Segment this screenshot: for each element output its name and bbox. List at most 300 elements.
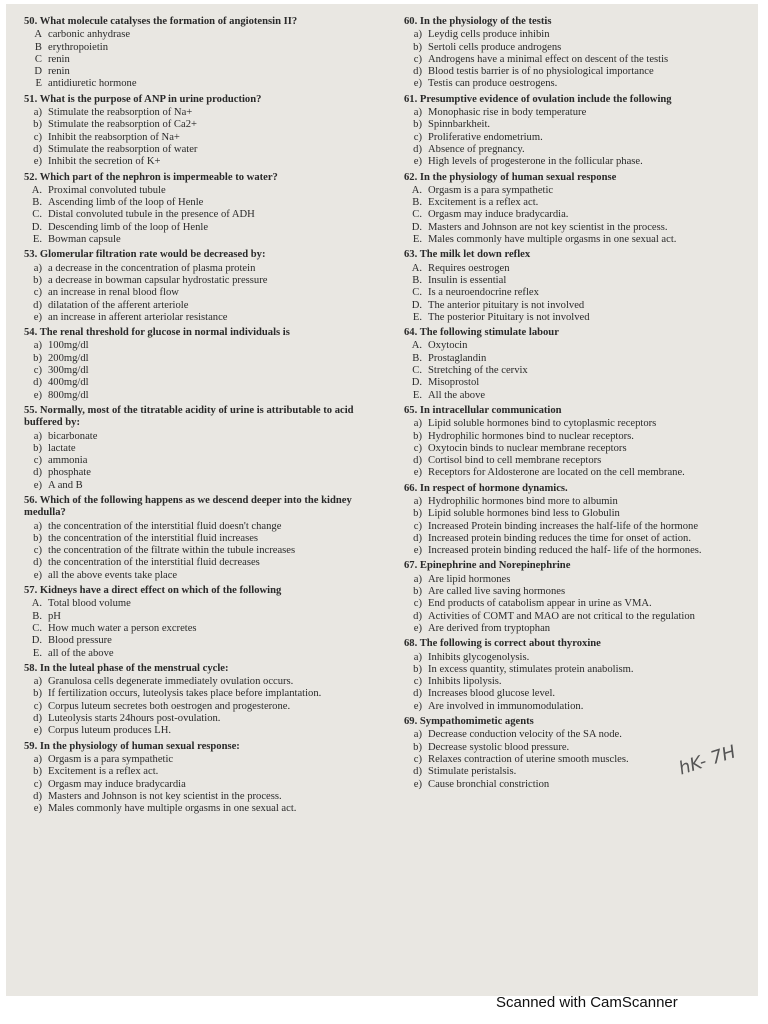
option-text: Lipid soluble hormones bind less to Globulin xyxy=(428,508,620,520)
option-text: Increased protein binding reduces the time for onset of action. xyxy=(428,532,691,544)
option-label: d) xyxy=(33,790,42,802)
option-text: phosphate xyxy=(48,467,91,479)
option-text: Males commonly have multiple orgasms in one sexual act. xyxy=(48,803,297,815)
options-list xyxy=(404,574,742,635)
option-text: Are lipid hormones xyxy=(428,573,511,585)
option-label: e) xyxy=(33,725,42,737)
option xyxy=(404,688,742,700)
option-label: e) xyxy=(413,545,422,557)
option-text: Monophasic rise in body temperature xyxy=(428,107,587,119)
option-text: Stimulate the reabsorption of water xyxy=(48,143,198,155)
option-text: Activities of COMT and MAO are not critical to the regulation xyxy=(428,610,695,622)
question-block xyxy=(24,741,376,816)
option xyxy=(24,443,376,455)
option-text: Males commonly have multiple orgasms in one sexual act. xyxy=(428,234,677,246)
option-text: High levels of progesterone in the follicular phase. xyxy=(428,156,643,168)
option xyxy=(404,455,742,467)
option-label: c) xyxy=(413,676,422,688)
option xyxy=(24,54,376,66)
option xyxy=(24,701,376,713)
option-text: If fertilization occurs, luteolysis takes place before implantation. xyxy=(48,688,322,700)
question-block xyxy=(24,585,376,660)
option-label: d) xyxy=(33,557,42,569)
option-text: Hydrophilic hormones bind more to albumin xyxy=(428,495,618,507)
option-label: b) xyxy=(33,274,42,286)
question-title: 60. In the physiology of the testis xyxy=(404,16,552,27)
option-label: A. xyxy=(411,340,422,352)
option xyxy=(404,443,742,455)
option xyxy=(404,42,742,54)
option-label: D xyxy=(34,66,42,78)
option xyxy=(404,598,742,610)
option-label: D. xyxy=(411,221,422,233)
option-label: a) xyxy=(413,495,422,507)
option xyxy=(24,390,376,402)
option-label: E. xyxy=(412,234,422,246)
option-label: A. xyxy=(411,184,422,196)
option-text: Orgasm is a para sympathetic xyxy=(48,753,174,765)
option xyxy=(24,144,376,156)
option xyxy=(24,78,376,90)
option-text: Stimulate the reabsorption of Ca2+ xyxy=(48,119,197,131)
option-text: Cause bronchial constriction xyxy=(428,778,550,790)
option-label: e) xyxy=(413,78,422,90)
option-label: D. xyxy=(411,299,422,311)
option-text: Relaxes contraction of uterine smooth muscles. xyxy=(428,753,629,765)
option-text: Distal convoluted tubule in the presence of ADH xyxy=(48,209,255,221)
option xyxy=(24,754,376,766)
option xyxy=(404,144,742,156)
option-label: a) xyxy=(33,753,42,765)
option-label: E xyxy=(35,78,42,90)
option-label: D. xyxy=(31,635,42,647)
option-label: E. xyxy=(32,647,42,659)
option xyxy=(24,545,376,557)
option-label: c) xyxy=(413,131,422,143)
option xyxy=(404,508,742,520)
option-text: Orgasm may induce bradycardia xyxy=(48,778,186,790)
option xyxy=(24,533,376,545)
option xyxy=(404,287,742,299)
option xyxy=(24,287,376,299)
option xyxy=(404,119,742,131)
question-title: 62. In the physiology of human sexual response xyxy=(404,171,617,183)
option-text: 100mg/dl xyxy=(48,340,89,352)
option xyxy=(404,353,742,365)
option-text: All the above xyxy=(428,389,486,401)
question-title: 54. The renal threshold for glucose in normal individuals is xyxy=(24,327,290,339)
option-label: B. xyxy=(32,197,42,209)
option xyxy=(404,340,742,352)
option-text: Blood pressure xyxy=(48,635,112,647)
question-title: 59. In the physiology of human sexual response: xyxy=(24,740,240,752)
options-list xyxy=(404,107,742,168)
option xyxy=(404,623,742,635)
option-label: a) xyxy=(33,520,42,532)
option-text: 400mg/dl xyxy=(48,377,89,389)
option-text: Requires oestrogen xyxy=(428,262,510,274)
option-label: d) xyxy=(413,532,422,544)
option-label: d) xyxy=(33,713,42,725)
option-label: b) xyxy=(413,508,422,520)
option xyxy=(24,623,376,635)
option-text: an increase in afferent arteriolar resistance xyxy=(48,311,228,323)
option-label: B. xyxy=(32,610,42,622)
option xyxy=(404,300,742,312)
option xyxy=(404,521,742,533)
option-label: c) xyxy=(33,700,42,712)
option-text: Sertoli cells produce androgens xyxy=(428,41,562,53)
option xyxy=(24,234,376,246)
option-label: a) xyxy=(33,340,42,352)
option-text: the concentration of the filtrate within the tubule increases xyxy=(48,545,296,557)
question-block xyxy=(404,405,742,480)
option-label: e) xyxy=(413,778,422,790)
option xyxy=(24,300,376,312)
question-title: 57. Kidneys have a direct effect on which of the following xyxy=(24,585,282,597)
option-text: Stimulate the reabsorption of Na+ xyxy=(48,107,193,119)
option-text: Excitement is a reflex act. xyxy=(428,197,539,209)
option-label: e) xyxy=(33,803,42,815)
option-label: A. xyxy=(31,184,42,196)
option xyxy=(404,197,742,209)
options-list xyxy=(24,107,376,168)
option-label: d) xyxy=(413,455,422,467)
option-label: a) xyxy=(33,262,42,274)
option-text: Cortisol bind to cell membrane receptors xyxy=(428,455,602,467)
option-text: Decrease systolic blood pressure. xyxy=(428,741,570,753)
option-label: C. xyxy=(32,622,42,634)
option-label: A xyxy=(34,29,42,41)
option-text: carbonic anhydrase xyxy=(48,29,131,41)
options-list xyxy=(24,340,376,401)
options-list xyxy=(404,263,742,324)
question-block xyxy=(404,327,742,402)
option-text: pH xyxy=(48,610,61,622)
option-text: Inhibits glycogenolysis. xyxy=(428,651,530,663)
option-label: c) xyxy=(33,365,42,377)
option-label: c) xyxy=(413,442,422,454)
options-list xyxy=(404,418,742,479)
option-label: C. xyxy=(412,209,422,221)
option-label: e) xyxy=(33,311,42,323)
option-text: Proximal convoluted tubule xyxy=(48,184,166,196)
options-list xyxy=(404,496,742,557)
option-label: D. xyxy=(31,221,42,233)
option-label: c) xyxy=(33,545,42,557)
option-label: d) xyxy=(413,610,422,622)
option-label: b) xyxy=(33,119,42,131)
option-label: e) xyxy=(33,569,42,581)
option xyxy=(24,557,376,569)
question-block xyxy=(24,495,376,582)
option xyxy=(404,107,742,119)
option-text: Masters and Johnson is not key scientist in the process. xyxy=(48,790,282,802)
option-label: d) xyxy=(33,467,42,479)
option-text: Blood testis barrier is of no physiological importance xyxy=(428,66,654,78)
option-text: Is a neuroendocrine reflex xyxy=(428,287,539,299)
option-label: b) xyxy=(413,663,422,675)
question-title: 63. The milk let down reflex xyxy=(404,249,531,261)
right-column xyxy=(404,16,742,794)
question-block xyxy=(24,405,376,492)
option-text: Absence of pregnancy. xyxy=(428,143,525,155)
question-block xyxy=(24,663,376,738)
option-text: Stimulate peristalsis. xyxy=(428,766,517,778)
question-block xyxy=(404,560,742,635)
option-text: Bowman capsule xyxy=(48,234,121,246)
option xyxy=(404,29,742,41)
option xyxy=(24,676,376,688)
option xyxy=(404,586,742,598)
option-label: d) xyxy=(413,66,422,78)
question-block xyxy=(404,172,742,247)
question-title: 64. The following stimulate labour xyxy=(404,327,559,339)
option-text: Are involved in immunomodulation. xyxy=(428,700,584,712)
handwritten-annotation: hK- 7H xyxy=(676,741,739,780)
option-label: e) xyxy=(413,467,422,479)
option-text: 800mg/dl xyxy=(48,389,89,401)
option-text: Orgasm is a para sympathetic xyxy=(428,184,554,196)
option xyxy=(24,570,376,582)
option-text: all the above events take place xyxy=(48,569,178,581)
option-text: Increases blood glucose level. xyxy=(428,688,556,700)
question-block xyxy=(404,638,742,713)
option-text: How much water a person excretes xyxy=(48,622,197,634)
question-block xyxy=(404,249,742,324)
option xyxy=(24,713,376,725)
option-label: B. xyxy=(412,274,422,286)
option-text: Stretching of the cervix xyxy=(428,365,528,377)
option xyxy=(24,611,376,623)
option xyxy=(24,635,376,647)
option-label: b) xyxy=(413,41,422,53)
option-text: Misoprostol xyxy=(428,377,480,389)
option-text: Decrease conduction velocity of the SA node. xyxy=(428,729,622,741)
option-text: the concentration of the interstitial fluid doesn't change xyxy=(48,520,282,532)
option-text: Excitement is a reflex act. xyxy=(48,766,159,778)
option xyxy=(404,496,742,508)
option xyxy=(24,209,376,221)
option-text: Proliferative endometrium. xyxy=(428,131,543,143)
question-block xyxy=(24,249,376,324)
option xyxy=(404,78,742,90)
option xyxy=(24,312,376,324)
question-title: 61. Presumptive evidence of ovulation include the following xyxy=(404,93,672,105)
option-label: e) xyxy=(413,156,422,168)
option xyxy=(24,803,376,815)
option-label: B xyxy=(34,41,42,53)
option xyxy=(24,42,376,54)
option xyxy=(24,340,376,352)
option-text: Insulin is essential xyxy=(428,274,507,286)
option-label: c) xyxy=(33,287,42,299)
option-label: b) xyxy=(33,688,42,700)
option-label: d) xyxy=(33,143,42,155)
option xyxy=(24,467,376,479)
question-title: 66. In respect of hormone dynamics. xyxy=(404,482,568,494)
option xyxy=(404,222,742,234)
option-text: Hydrophilic hormones bind to nuclear receptors. xyxy=(428,430,634,442)
option-label: A. xyxy=(411,262,422,274)
option-label: a) xyxy=(413,107,422,119)
options-list xyxy=(24,598,376,659)
option xyxy=(404,611,742,623)
option xyxy=(404,533,742,545)
question-title: 68. The following is correct about thyroxine xyxy=(404,638,601,650)
scanner-watermark: Scanned with CamScanner xyxy=(496,994,678,1011)
options-list xyxy=(24,754,376,815)
option-text: dilatation of the afferent arteriole xyxy=(48,299,189,311)
option xyxy=(404,390,742,402)
options-list xyxy=(24,521,376,582)
option xyxy=(24,688,376,700)
option-text: Are called live saving hormones xyxy=(428,586,566,598)
question-title: 52. Which part of the nephron is impermeable to water? xyxy=(24,171,278,183)
option-text: Total blood volume xyxy=(48,598,131,610)
option-text: lactate xyxy=(48,442,76,454)
option xyxy=(404,779,742,791)
option-label: c) xyxy=(33,455,42,467)
option-text: Inhibits lipolysis. xyxy=(428,676,502,688)
option-text: Are derived from tryptophan xyxy=(428,622,551,634)
option xyxy=(24,779,376,791)
option-label: C. xyxy=(412,365,422,377)
option xyxy=(24,197,376,209)
options-list xyxy=(404,652,742,713)
question-block xyxy=(24,94,376,169)
option-label: a) xyxy=(413,573,422,585)
option xyxy=(24,598,376,610)
option xyxy=(24,66,376,78)
option-text: Oxytocin xyxy=(428,340,468,352)
option xyxy=(404,312,742,324)
option xyxy=(24,185,376,197)
option-label: b) xyxy=(413,586,422,598)
option xyxy=(404,156,742,168)
option-label: d) xyxy=(33,377,42,389)
option-text: renin xyxy=(48,66,70,78)
option xyxy=(404,66,742,78)
option-label: d) xyxy=(413,143,422,155)
option xyxy=(24,431,376,443)
option-text: Testis can produce oestrogens. xyxy=(428,78,558,90)
option xyxy=(404,275,742,287)
option xyxy=(404,574,742,586)
option-text: 200mg/dl xyxy=(48,352,89,364)
question-title: 50. What molecule catalyses the formation of angiotensin II? xyxy=(24,16,298,27)
option-label: c) xyxy=(33,131,42,143)
option-text: Prostaglandin xyxy=(428,352,487,364)
options-list xyxy=(24,29,376,90)
option-text: Inhibit the reabsorption of Na+ xyxy=(48,131,180,143)
option-text: The posterior Pituitary is not involved xyxy=(428,311,590,323)
option-text: 300mg/dl xyxy=(48,365,89,377)
option xyxy=(404,185,742,197)
option-label: C xyxy=(34,53,42,65)
option xyxy=(404,676,742,688)
option-text: bicarbonate xyxy=(48,430,98,442)
option xyxy=(404,545,742,557)
option xyxy=(404,365,742,377)
option xyxy=(24,119,376,131)
option-text: the concentration of the interstitial fluid decreases xyxy=(48,557,260,569)
option-label: E. xyxy=(412,389,422,401)
option-text: A and B xyxy=(48,479,83,491)
option xyxy=(404,467,742,479)
question-title: 69. Sympathomimetic agents xyxy=(404,716,534,728)
option xyxy=(404,263,742,275)
option-text: Masters and Johnson are not key scientist in the process. xyxy=(428,221,668,233)
option xyxy=(404,742,742,754)
option xyxy=(404,664,742,676)
option xyxy=(404,652,742,664)
option-label: e) xyxy=(413,700,422,712)
options-list xyxy=(404,340,742,401)
option-label: e) xyxy=(413,622,422,634)
option-text: erythropoietin xyxy=(48,41,109,53)
question-block xyxy=(404,483,742,558)
options-list xyxy=(404,29,742,90)
option xyxy=(404,729,742,741)
option xyxy=(24,521,376,533)
option-text: In excess quantity, stimulates protein anabolism. xyxy=(428,663,634,675)
option-text: an increase in renal blood flow xyxy=(48,287,179,299)
option xyxy=(404,234,742,246)
option-text: Increased protein binding reduced the half- life of the hormones. xyxy=(428,545,702,557)
option-label: B. xyxy=(412,197,422,209)
option-label: b) xyxy=(413,741,422,753)
question-title: 58. In the luteal phase of the menstrual cycle: xyxy=(24,662,229,674)
option-label: e) xyxy=(33,389,42,401)
option-text: Oxytocin binds to nuclear membrane receptors xyxy=(428,442,627,454)
option-text: Receptors for Aldosterone are located on the cell membrane. xyxy=(428,467,685,479)
option-label: e) xyxy=(33,156,42,168)
option xyxy=(404,209,742,221)
option-text: all of the above xyxy=(48,647,114,659)
scanned-page xyxy=(6,4,758,996)
options-list xyxy=(24,185,376,246)
option-text: Lipid soluble hormones bind to cytoplasmic receptors xyxy=(428,418,657,430)
option xyxy=(24,648,376,660)
question-title: 67. Epinephrine and Norepinephrine xyxy=(404,560,571,572)
option xyxy=(24,222,376,234)
question-block xyxy=(404,16,742,91)
option-label: c) xyxy=(33,778,42,790)
option-label: c) xyxy=(413,53,422,65)
question-title: 56. Which of the following happens as we descend deeper into the kidney medulla? xyxy=(24,494,352,519)
option-text: Granulosa cells degenerate immediately ovulation occurs. xyxy=(48,676,294,688)
option-label: a) xyxy=(413,29,422,41)
option xyxy=(24,107,376,119)
option-text: Ascending limb of the loop of Henle xyxy=(48,197,204,209)
options-list xyxy=(24,431,376,492)
option xyxy=(24,725,376,737)
question-title: 55. Normally, most of the titratable acidity of urine is attributable to acid buffered by: xyxy=(24,404,354,429)
option-text: Corpus luteum secretes both oestrogen and progesterone. xyxy=(48,700,291,712)
option xyxy=(24,156,376,168)
option xyxy=(24,480,376,492)
option-text: renin xyxy=(48,53,70,65)
option-label: d) xyxy=(413,688,422,700)
option xyxy=(24,263,376,275)
option xyxy=(404,377,742,389)
option xyxy=(24,29,376,41)
option-text: Orgasm may induce bradycardia. xyxy=(428,209,569,221)
option-text: End products of catabolism appear in urine as VMA. xyxy=(428,598,652,610)
option-label: c) xyxy=(413,753,422,765)
option-text: Inhibit the secretion of K+ xyxy=(48,156,161,168)
